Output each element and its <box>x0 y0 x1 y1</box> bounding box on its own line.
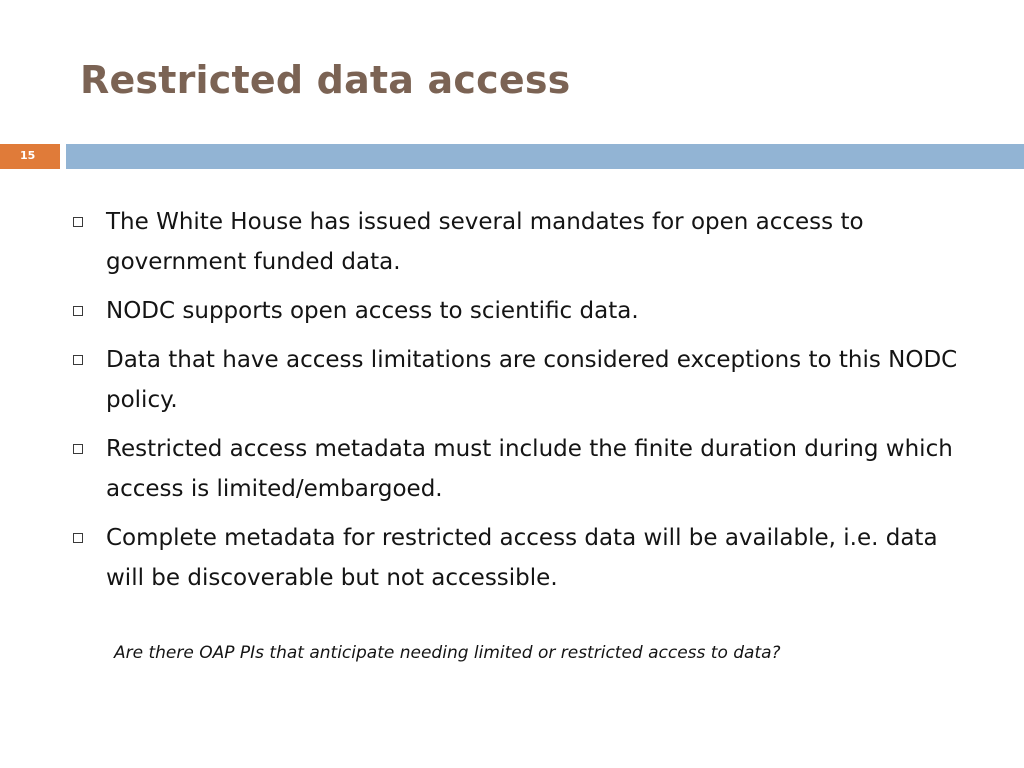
slide-number-band <box>0 144 60 169</box>
bullet-item <box>68 429 968 509</box>
square-bullet-icon <box>73 444 83 454</box>
square-bullet-icon <box>73 533 83 543</box>
accent-bar <box>66 144 1024 169</box>
discussion-question: Are there OAP PIs that anticipate needing limited or restricted access to data? <box>114 643 781 663</box>
slide-title: Restricted data access <box>80 58 571 102</box>
slide-number: 15 <box>20 149 36 162</box>
bullet-text: NODC supports open access to scientific data. <box>106 298 639 324</box>
bullet-item <box>68 518 968 598</box>
bullet-text: Restricted access metadata must include the finite duration during which access is limited/embargoed. <box>106 436 953 502</box>
bullet-list <box>68 202 968 607</box>
square-bullet-icon <box>73 355 83 365</box>
square-bullet-icon <box>73 306 83 316</box>
square-bullet-icon <box>73 217 83 227</box>
bullet-item <box>68 202 968 282</box>
bullet-item <box>68 340 968 420</box>
bullet-text: Data that have access limitations are considered exceptions to this NODC policy. <box>106 347 958 413</box>
bullet-item <box>68 291 968 331</box>
bullet-text: Complete metadata for restricted access data will be available, i.e. data will be discoverable but not accessible. <box>106 525 938 591</box>
bullet-text: The White House has issued several mandates for open access to government funded data. <box>106 209 864 275</box>
